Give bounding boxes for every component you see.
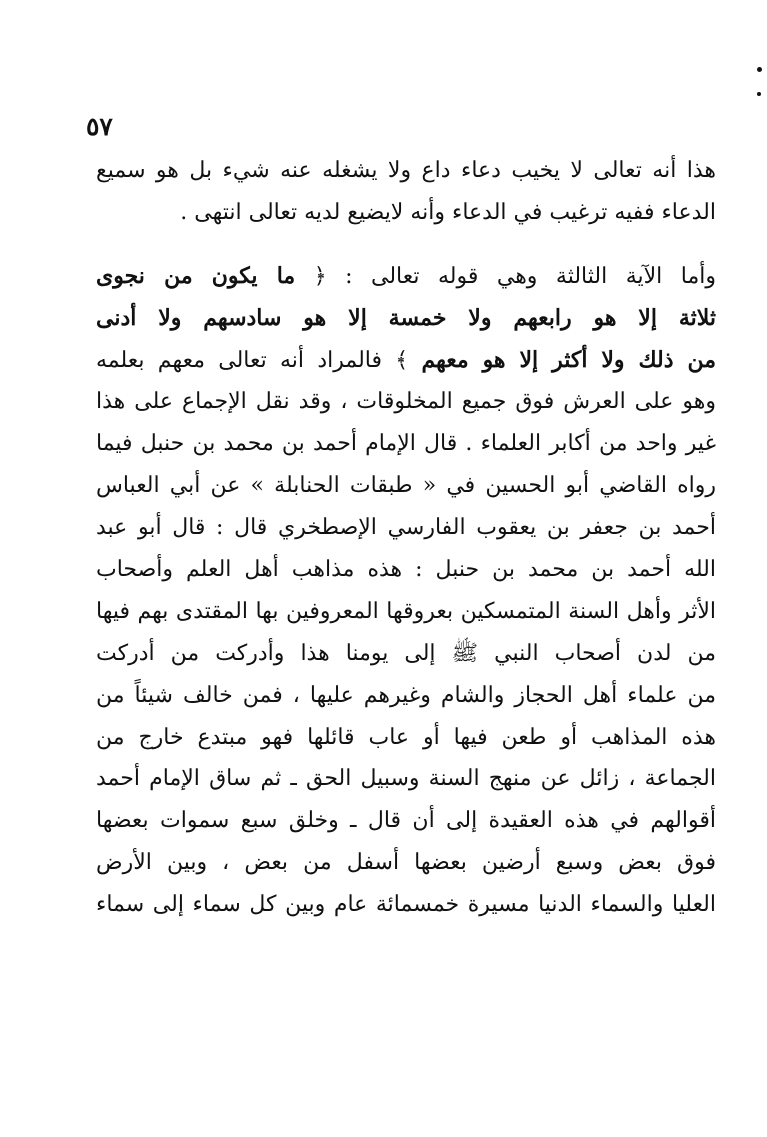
text-line [96, 423, 716, 465]
line-text: فوق بعض وسبع أرضين بعضها أسفل من بعض ، وبين الأرض [96, 850, 716, 876]
text-line [96, 507, 716, 549]
line-text: هذا أنه تعالى لا يخيب دعاء داع ولا يشغله عنه شيء بل هو سميع [96, 158, 716, 183]
line-text: الجماعة ، زائل عن منهج السنة وسبيل الحق ـ ثم ساق الإمام أحمد [96, 766, 716, 792]
text-line [96, 758, 716, 800]
line-text: من لدن أصحاب النبي ﷺ إلى يومنا هذا وأدركت من أدركت [96, 640, 716, 666]
text-line [96, 381, 716, 423]
line-text: أحمد بن جعفر بن يعقوب الفارسي الإصطخري قال : قال أبو عبد [96, 515, 716, 541]
text-line [96, 675, 716, 717]
quran-verse-text: ثلاثة إلا هو رابعهم ولا خمسة إلا هو سادسهم ولا أدنى [96, 304, 716, 331]
quran-verse-text: من ذلك ولا أكثر إلا هو معهم [421, 346, 716, 373]
text-line [96, 717, 716, 759]
text-line [96, 340, 716, 382]
edge-mark-top [757, 67, 762, 72]
text-line [96, 150, 716, 192]
text-line [96, 842, 716, 884]
line-text: العليا والسماء الدنيا مسيرة خمسمائة عام وبين كل سماء إلى سماء [96, 892, 716, 918]
line-text: الأثر وأهل السنة المتمسكين بعروقها المعروفين بها المقتدى بهم فيها [96, 598, 716, 624]
page-number: ٥٧ [86, 112, 113, 141]
text-line [96, 298, 716, 340]
line-text-after: ﴾ فالمراد أنه تعالى معهم بعلمه [96, 347, 422, 373]
quran-verse-text: ما يكون من نجوى [96, 262, 296, 289]
text-line [96, 800, 716, 842]
line-text: وهو على العرش فوق جميع المخلوقات ، وقد نقل الإجماع على هذا [96, 389, 716, 415]
line-text: رواه القاضي أبو الحسين في « طبقات الحنابلة » عن أبي العباس [96, 473, 716, 499]
line-text: أقوالهم في هذه العقيدة إلى أن قال ـ وخلق سبع سموات بعضها [96, 808, 716, 834]
line-text: من علماء أهل الحجاز والشام وغيرهم عليها ، فمن خالف شيئاً من [96, 682, 716, 708]
line-text: هذه المذاهب أو طعن فيها أو عاب قائلها فهو مبتدع خارج من [96, 724, 716, 750]
body-text [96, 150, 716, 926]
text-line [96, 549, 716, 591]
edge-mark-lower [757, 92, 761, 96]
line-text: الدعاء ففيه ترغيب في الدعاء وأنه لايضيع لديه تعالى انتهى . [180, 199, 716, 225]
text-line [96, 884, 716, 926]
text-line [96, 192, 716, 234]
text-line [96, 633, 716, 675]
text-line [96, 465, 716, 507]
text-line [96, 591, 716, 633]
line-text: الله أحمد بن محمد بن حنبل : هذه مذاهب أهل العلم وأصحاب [96, 557, 716, 583]
line-text: غير واحد من أكابر العلماء . قال الإمام أحمد بن محمد بن حنبل فيما [96, 431, 716, 457]
text-line [96, 256, 716, 298]
line-text: وأما الآية الثالثة وهي قوله تعالى : ﴿ [295, 263, 716, 289]
